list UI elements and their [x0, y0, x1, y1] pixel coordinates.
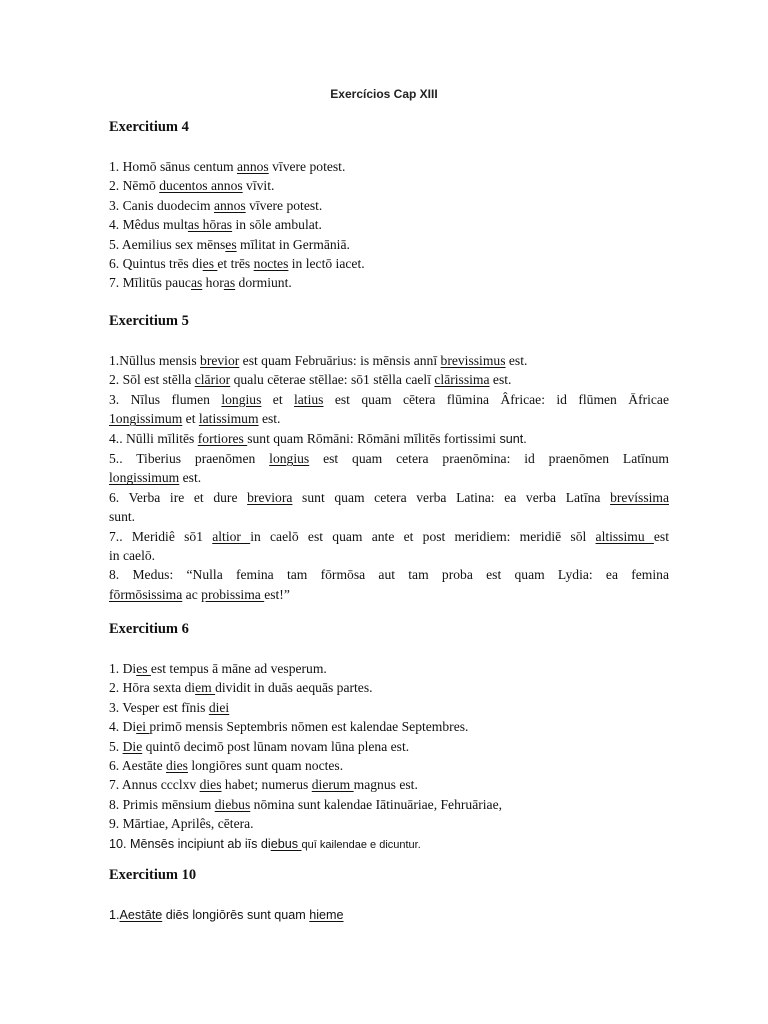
answer-text: es	[136, 661, 151, 676]
exercise-line	[109, 585, 669, 604]
answer-text: brevior	[200, 353, 240, 368]
section-heading: Exercitium 10	[109, 867, 197, 883]
exercise-line	[109, 756, 669, 775]
line-text: 4.. Nūlli mīlitēs	[109, 430, 198, 446]
exercise-line	[109, 196, 669, 215]
line-text: quī kailendae e dicuntur.	[301, 838, 421, 851]
exercitium-10	[109, 866, 669, 925]
exercise-lines	[109, 157, 669, 293]
document-title: Exercícios Cap XIII	[330, 87, 438, 101]
line-text: est tempus ā māne ad vesperum.	[150, 661, 327, 676]
answer-text: ebus	[270, 836, 302, 851]
line-text: in caelō.	[109, 548, 156, 564]
answer-text: em	[195, 680, 216, 696]
answer-text: altior	[212, 528, 251, 544]
answer-text: breviora	[247, 489, 293, 505]
answer-text: as hōras	[187, 217, 233, 233]
line-text: 1.	[109, 908, 120, 922]
answer-text: probissima	[201, 586, 265, 602]
exercise-line	[109, 176, 669, 195]
line-text: est.	[505, 353, 528, 368]
line-text: mīlitat in Germāniā.	[236, 236, 350, 252]
line-text: et trēs	[217, 256, 254, 272]
line-text: 6. Quintus trēs di	[109, 256, 203, 272]
answer-text: clārior	[194, 372, 231, 388]
exercitium-5	[109, 312, 669, 604]
exercise-line	[109, 488, 669, 507]
line-text: habet; numerus	[221, 777, 312, 793]
line-text: vīvit.	[242, 178, 275, 194]
line-text: 2. Nēmō	[109, 178, 160, 194]
line-text: 10.	[109, 836, 131, 851]
exercise-line	[109, 546, 669, 565]
answer-text: dierum	[311, 777, 354, 793]
answer-text: noctes	[253, 256, 289, 272]
line-text: vīvere potest.	[245, 197, 323, 213]
answer-text: diebus	[214, 796, 251, 812]
exercise-lines	[109, 659, 669, 855]
answer-text: latissimum	[198, 411, 259, 427]
exercise-line	[109, 235, 669, 254]
line-text: est.	[489, 372, 512, 388]
answer-text: ducentos annos	[159, 178, 243, 194]
line-text: et	[182, 411, 199, 427]
answer-text: es	[225, 236, 237, 252]
answer-text: fortiores	[197, 430, 248, 446]
exercise-line	[109, 370, 669, 389]
section-heading: Exercitium 5	[109, 313, 189, 329]
answer-text: fōrmōsissima	[109, 586, 183, 602]
answer-text: clārissima	[434, 372, 490, 388]
line-text: sunt.	[109, 509, 136, 525]
section-heading: Exercitium 4	[109, 119, 189, 135]
line-text: est	[653, 528, 669, 544]
line-text: ac	[182, 586, 202, 602]
exercise-line	[109, 814, 669, 833]
exercise-line	[109, 429, 669, 449]
answer-text: es	[202, 256, 218, 272]
line-text: nōmina sunt kalendae Iātinuāriae, Fehruāriae,	[250, 796, 503, 812]
exercise-line	[109, 717, 669, 736]
line-text: 1.Nūllus mensis	[109, 353, 201, 368]
exercise-line	[109, 698, 669, 717]
answer-text: annos	[213, 197, 246, 213]
exercitium-6	[109, 620, 669, 855]
section-heading: Exercitium 6	[109, 621, 189, 637]
line-text: dormiunt.	[235, 275, 292, 291]
line-text: 3. Canis duodecim	[109, 197, 214, 213]
line-text: est.	[179, 470, 202, 486]
exercise-line	[109, 507, 669, 526]
line-text: 3. Vesper est fīnis	[109, 699, 209, 715]
line-text: 9. Mārtiae, Aprilês, cētera.	[109, 816, 254, 832]
answer-text: brevissimus	[440, 353, 506, 368]
answer-text: annos	[237, 159, 269, 174]
answer-text: dies	[166, 758, 188, 774]
line-text: 7. Mīlitūs pauc	[109, 275, 191, 291]
line-text: 6. Verba ire et dure	[109, 489, 248, 505]
exercise-line	[109, 905, 669, 925]
answer-text: longissimum	[109, 470, 180, 486]
exercise-line	[109, 409, 669, 428]
line-text: diēs longiōrēs sunt quam	[162, 908, 310, 922]
answer-text: as	[223, 275, 236, 291]
line-text: 3. Nīlus flumen	[109, 391, 222, 407]
answer-text: hieme	[309, 908, 344, 922]
line-text: magnus est.	[353, 777, 418, 793]
line-text: quintō decimō post lūnam novam lūna plena est.	[142, 738, 410, 754]
line-text: et	[261, 391, 294, 407]
answer-text: longius	[269, 451, 310, 467]
line-text: 4. Mêdus mult	[109, 217, 188, 233]
exercise-line	[109, 659, 669, 678]
answer-text: dies	[199, 777, 222, 793]
line-text: 5.. Tiberius praenōmen	[109, 451, 270, 467]
line-text: in caelō est quam ante et post meridiem: meridiē sōl	[250, 528, 596, 544]
line-text: 5.	[109, 738, 123, 754]
exercise-line	[109, 678, 669, 697]
answer-text: Aestāte	[119, 908, 163, 922]
line-text: in sōle ambulat.	[232, 217, 322, 233]
answer-text: 1ongissimum	[109, 411, 183, 427]
line-text: 2. Hōra sexta di	[109, 680, 196, 696]
line-text: est!”	[264, 586, 290, 602]
exercise-line	[109, 468, 669, 487]
exercise-line	[109, 273, 669, 292]
exercise-line	[109, 157, 669, 176]
line-text: primō mensis Septembris nōmen est kalendae Septembres.	[149, 719, 469, 735]
answer-text: ei	[136, 719, 150, 735]
line-text: 2. Sōl est stēlla	[109, 372, 195, 388]
exercise-line	[109, 527, 669, 546]
exercise-line	[109, 254, 669, 273]
line-text: 8. Medus: “Nulla femina tam fōrmōsa aut tam proba est quam Lydia: ea femina	[109, 567, 669, 583]
exercise-line	[109, 351, 669, 370]
line-text: Mēnsēs incipiunt ab iīs di	[130, 836, 271, 851]
exercise-lines	[109, 351, 669, 604]
line-text: 6. Aestāte	[109, 758, 167, 774]
line-text: longiōres sunt quam noctes.	[187, 758, 344, 774]
line-text: 7.. Meridiê sō1	[109, 528, 213, 544]
exercise-line	[109, 795, 669, 814]
exercise-lines	[109, 905, 669, 925]
line-text: in lectō iacet.	[288, 256, 365, 272]
exercise-line	[109, 449, 669, 468]
answer-text: brevíssima	[610, 489, 669, 505]
line-text: est quam Februārius: is mēnsis annī	[239, 353, 441, 368]
answer-text: as	[190, 275, 203, 291]
answer-text: Die	[122, 738, 143, 754]
line-text: 8. Primis mēnsium	[109, 796, 215, 812]
line-text: est quam cetera praenōmina: id praenōmen Latīnum	[309, 451, 669, 467]
line-text: 5. Aemilius sex mēns	[109, 236, 226, 252]
answer-text: latius	[294, 391, 324, 407]
answer-text: altissimu	[595, 528, 654, 544]
exercise-line	[109, 834, 669, 855]
line-text: sunt.	[499, 431, 527, 446]
line-text: 1. Di	[109, 661, 137, 676]
line-text: 1. Homō sānus centum	[109, 159, 237, 174]
line-text: vīvere potest.	[268, 159, 346, 174]
answer-text: longius	[221, 391, 262, 407]
line-text: est.	[258, 411, 281, 427]
exercise-line	[109, 565, 669, 584]
line-text: 4. Di	[109, 719, 137, 735]
line-text: est quam cētera flūmina Âfricae: id flūmen Āfricae	[323, 391, 670, 407]
line-text: sunt quam cetera verba Latina: ea verba Latīna	[292, 489, 611, 505]
exercitium-4	[109, 118, 669, 293]
line-text: dividit in duās aequās partes.	[215, 680, 373, 696]
exercise-line	[109, 775, 669, 794]
line-text: 7. Annus ccclxv	[109, 777, 200, 793]
line-text: hor	[202, 275, 224, 291]
line-text: sunt quam Rōmāni: Rōmāni mīlitēs fortissimi	[247, 430, 500, 446]
line-text: qualu cēterae stēllae: sō1 stēlla caelī	[230, 372, 435, 388]
exercise-line	[109, 215, 669, 234]
answer-text: diei	[208, 699, 230, 715]
exercise-line	[109, 390, 669, 409]
exercise-line	[109, 737, 669, 756]
